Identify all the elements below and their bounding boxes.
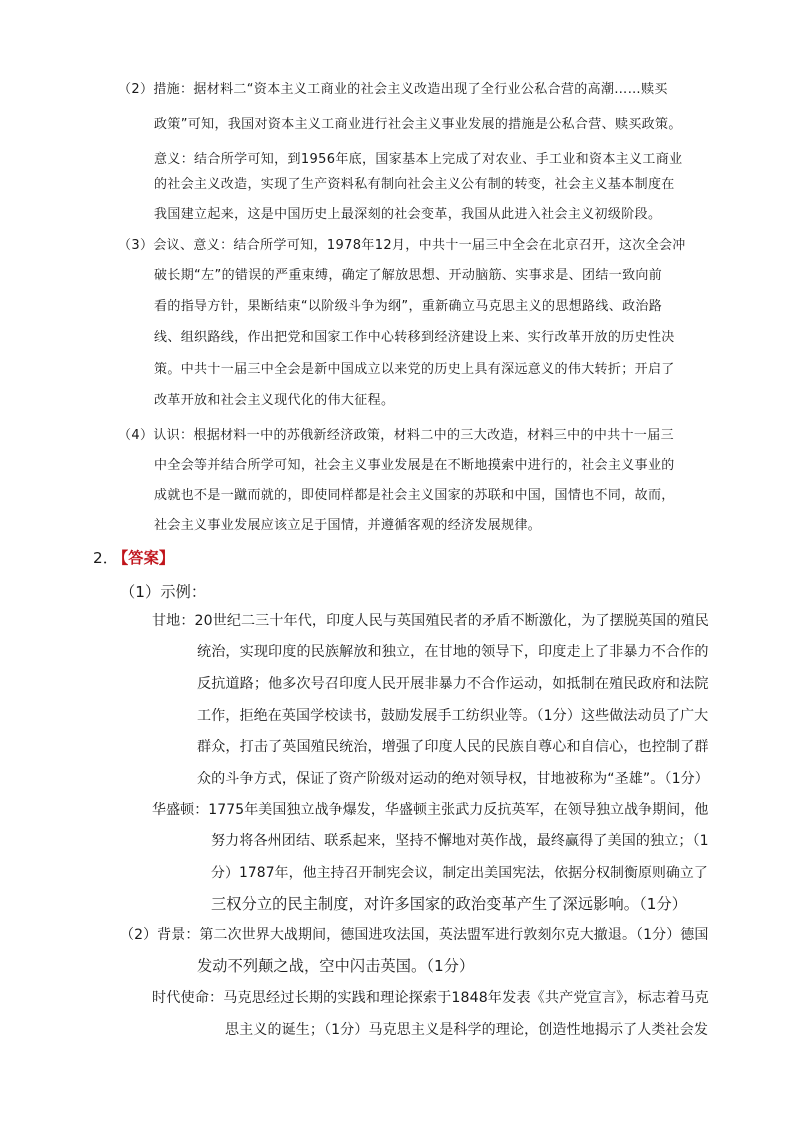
text-line: 众的斗争方式，保证了资产阶级对运动的绝对领导权，甘地被称为“圣雄”。（1分） xyxy=(197,771,709,787)
text-line: （4）认识：根据材料一中的苏俄新经济政策，材料二中的三大改造，材料三中的中共十一届三 xyxy=(118,428,674,443)
text-line: 成就也不是一蹴而就的，即使同样都是社会主义国家的苏联和中国，国情也不同，故而， xyxy=(154,488,675,503)
text-line: 甘地：20世纪二三十年代，印度人民与英国殖民者的矛盾不断激化，为了摆脱英国的殖民 xyxy=(152,613,709,629)
text-line: 我国建立起来，这是中国历史上最深刻的社会变革，我国从此进入社会主义初级阶段。 xyxy=(154,207,662,222)
text-line: 时代使命：马克思经过长期的实践和理论探索于1848年发表《共产党宣言》，标志着马克 xyxy=(152,990,709,1006)
text-line: （2）措施：据材料二“资本主义工商业的社会主义改造出现了全行业公私合营的高潮……赎买 xyxy=(118,82,668,97)
text-line: 策。中共十一届三中全会是新中国成立以来党的历史上具有深远意义的伟大转折；开启了 xyxy=(154,362,675,377)
text-line: 意义：结合所学可知，到1956年底，国家基本上完成了对农业、手工业和资本主义工商业 xyxy=(154,152,683,167)
text-line: 线、组织路线，作出把党和国家工作中心转移到经济建设上来、实行改革开放的历史性决 xyxy=(154,330,675,345)
text-line: 统治，实现印度的民族解放和独立，在甘地的领导下，印度走上了非暴力不合作的 xyxy=(197,644,709,660)
text-line: 的社会主义改造，实现了生产资料私有制向社会主义公有制的转变，社会主义基本制度在 xyxy=(154,177,675,192)
text-line: 改革开放和社会主义现代化的伟大征程。 xyxy=(154,393,395,408)
text-line: 华盛顿：1775年美国独立战争爆发，华盛顿主张武力反抗英军，在领导独立战争期间，他 xyxy=(152,802,709,818)
text-line: 群众，打击了英国殖民统治，增强了印度人民的民族自尊心和自信心，也控制了群 xyxy=(197,739,709,755)
text-line: 中全会等并结合所学可知，社会主义事业发展是在不断地摸索中进行的，社会主义事业的 xyxy=(154,458,675,473)
text-line: （2）背景：第二次世界大战期间，德国进攻法国，英法盟军进行敦刻尔克大撤退。（1分）德国 xyxy=(120,927,709,943)
answer-label: 【答案】 xyxy=(113,549,175,567)
text-line: 反抗道路；他多次号召印度人民开展非暴力不合作运动，如抵制在殖民政府和法院 xyxy=(197,676,709,692)
text-line: （1）示例： xyxy=(120,583,207,601)
question-number: 2． xyxy=(93,549,119,567)
text-line: 看的指导方针，果断结束“以阶级斗争为纲”，重新确立马克思主义的思想路线、政治路 xyxy=(154,299,663,314)
text-line: 努力将各州团结、联系起来，坚持不懈地对英作战，最终赢得了美国的独立；（1 xyxy=(211,833,709,849)
text-line: 思主义的诞生；（1分）马克思主义是科学的理论，创造性地揭示了人类社会发 xyxy=(225,1022,709,1038)
text-line: 发动不列颠之战，空中闪击英国。（1分） xyxy=(197,957,475,975)
text-line: 破长期“左”的错误的严重束缚，确定了解放思想、开动脑筋、实事求是、团结一致向前 xyxy=(154,268,663,283)
text-line: 政策”可知，我国对资本主义工商业进行社会主义事业发展的措施是公私合营、赎买政策。 xyxy=(154,117,682,132)
text-line: 社会主义事业发展应该立足于国情，并遵循客观的经济发展规律。 xyxy=(154,518,542,533)
text-line: 三权分立的民主制度，对许多国家的政治变革产生了深远影响。（1分） xyxy=(211,895,688,913)
text-line: 分）1787年，他主持召开制宪会议，制定出美国宪法，依据分权制衡原则确立了 xyxy=(211,865,708,881)
text-line: （3）会议、意义：结合所学可知，1978年12月，中共十一届三中全会在北京召开，这次全会冲 xyxy=(118,238,686,253)
text-line: 工作，拒绝在英国学校读书，鼓励发展手工纺织业等。（1分）这些做法动员了广大 xyxy=(197,708,709,724)
